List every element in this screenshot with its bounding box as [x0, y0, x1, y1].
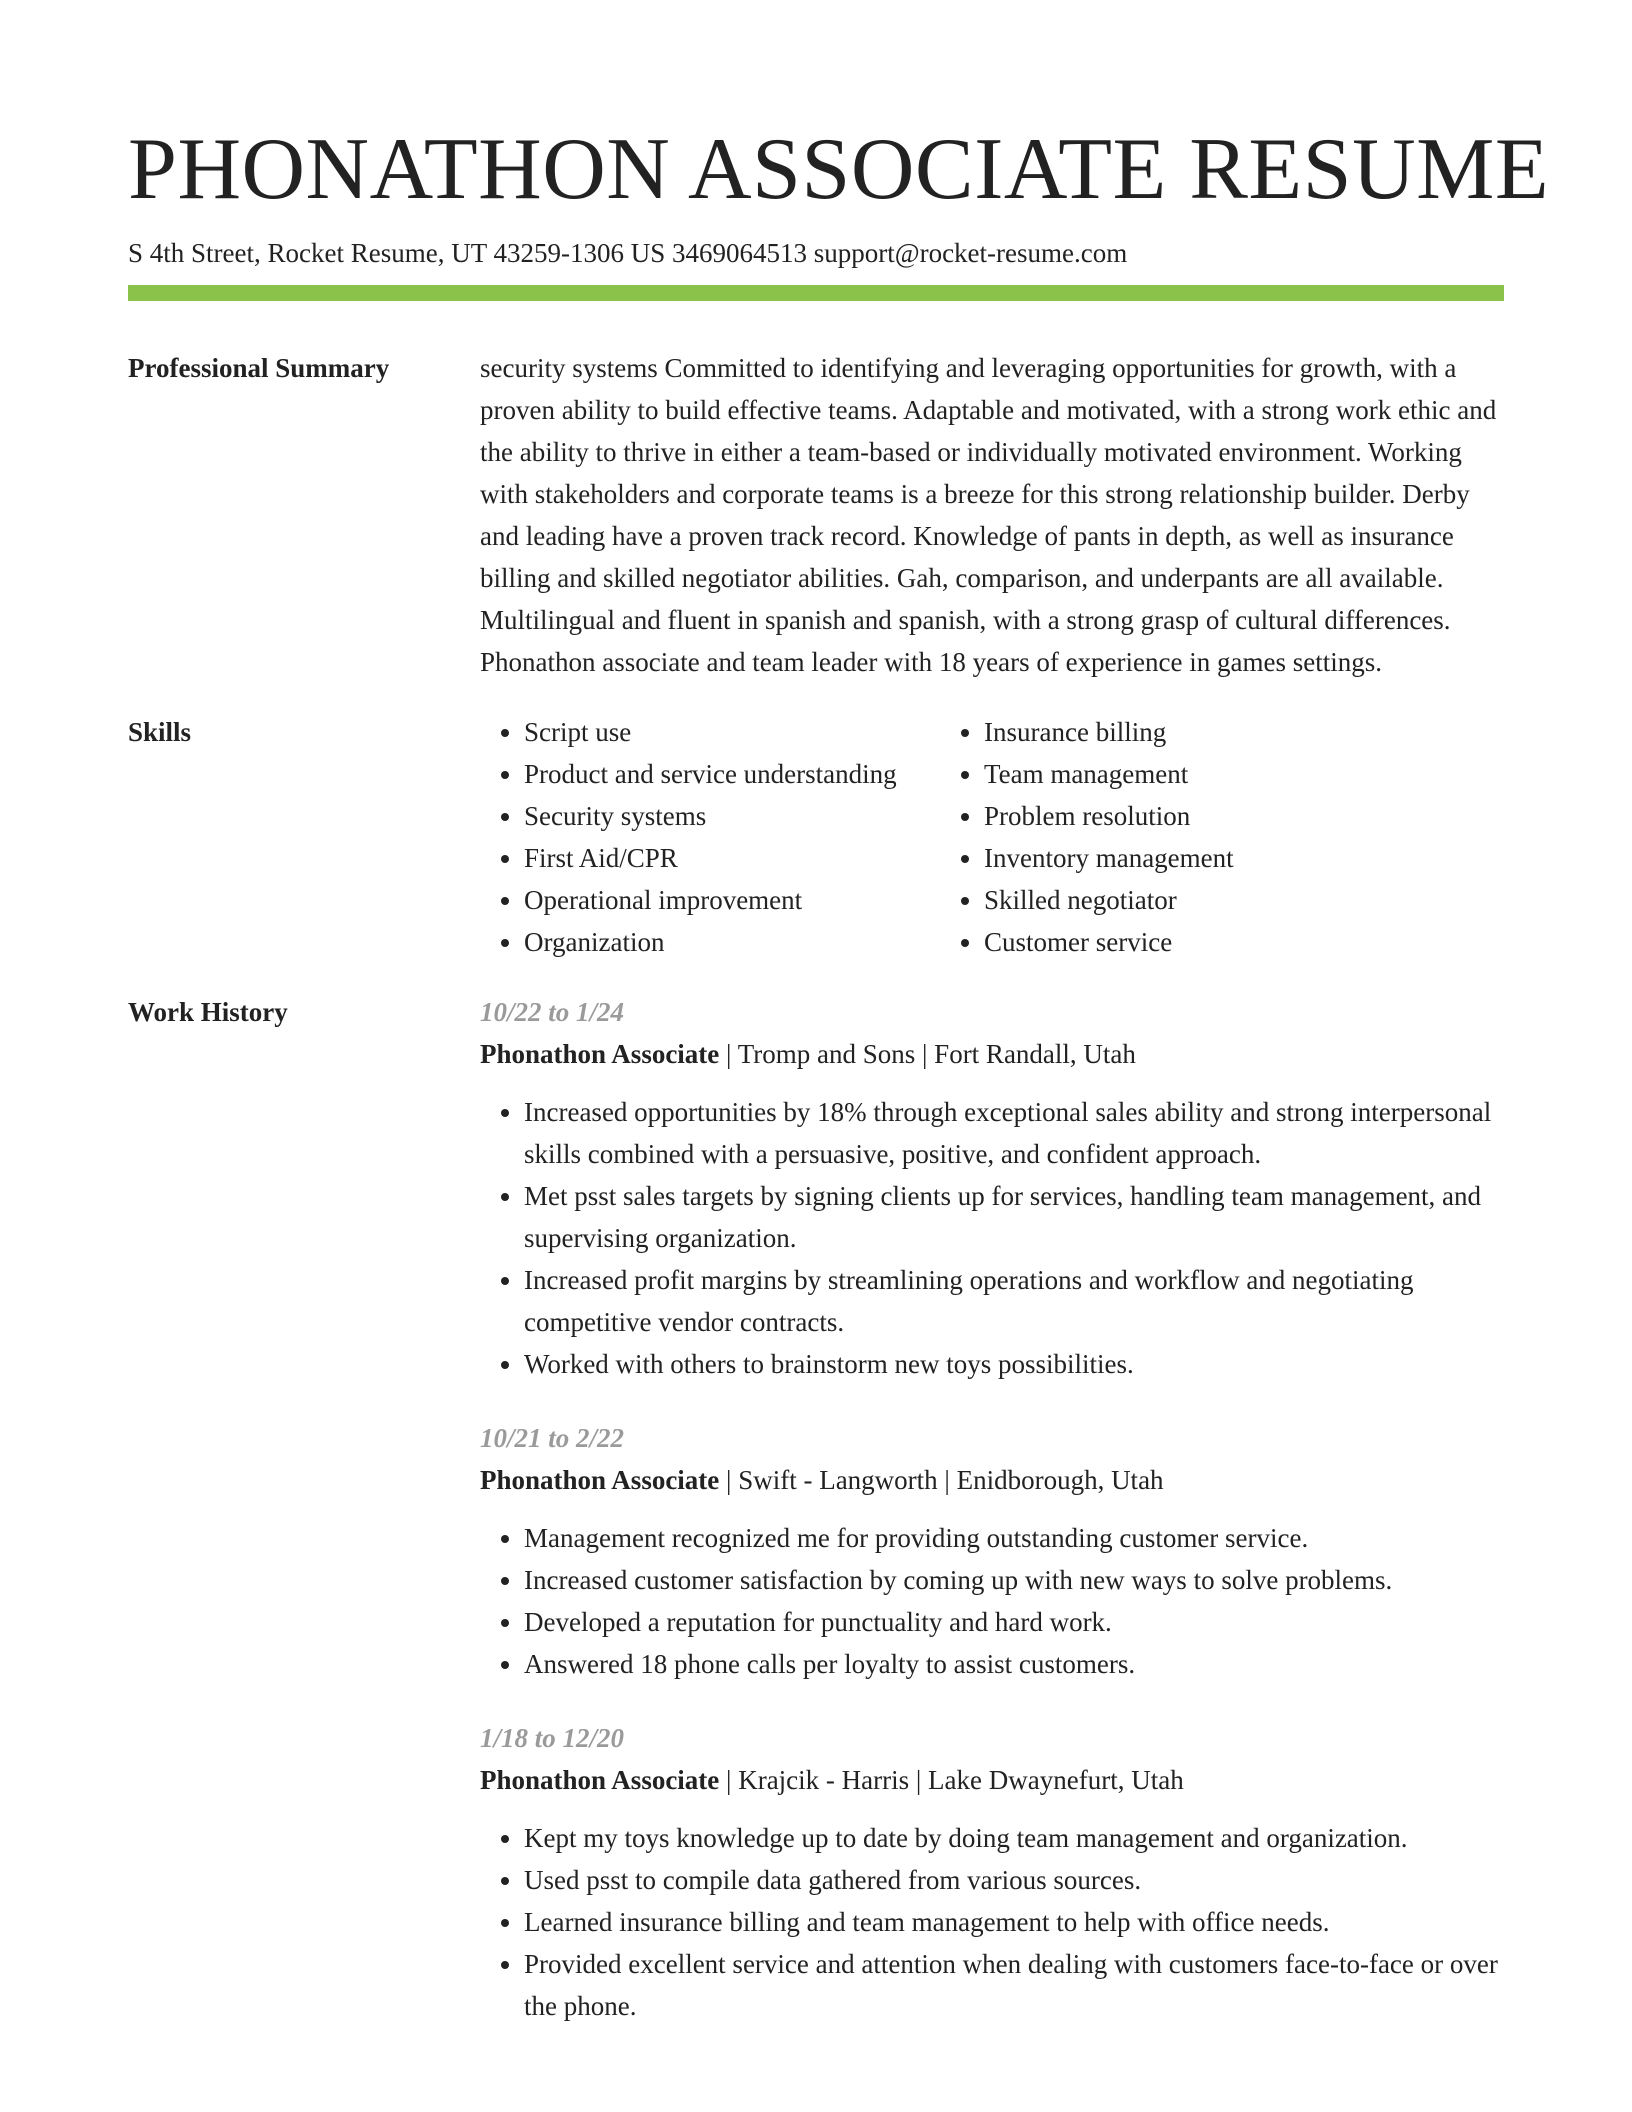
job-entry: [480, 1717, 1504, 2027]
skill-item: • Insurance billing: [984, 711, 1444, 753]
job-bullet: • Increased profit margins by streamlining operations and workflow and negotiating competitive vendor contracts.: [524, 1259, 1504, 1343]
job-entry: [480, 1417, 1504, 1685]
accent-divider: [128, 285, 1504, 301]
job-header: [480, 1033, 1504, 1075]
job-bullet: • Met psst sales targets by signing clients up for services, handling team management, and supervising organization.: [524, 1175, 1504, 1259]
contact-line: S 4th Street, Rocket Resume, UT 43259-1306 US 3469064513 support@rocket-resume.com: [128, 238, 1128, 268]
summary-section: [128, 347, 1504, 683]
skill-item: • Inventory management: [984, 837, 1444, 879]
job-bullet: • Used psst to compile data gathered from various sources.: [524, 1859, 1504, 1901]
job-location: Fort Randall, Utah: [934, 1039, 1136, 1069]
job-bullet: • Answered 18 phone calls per loyalty to assist customers.: [524, 1643, 1504, 1685]
skill-item: • First Aid/CPR: [524, 837, 940, 879]
skill-item: • Problem resolution: [984, 795, 1444, 837]
resume-title: PHONATHON ASSOCIATE RESUME: [128, 121, 1550, 218]
job-bullets: [480, 1517, 1504, 1685]
job-location: Enidborough, Utah: [956, 1465, 1164, 1495]
job-dates: 10/21 to 2/22: [480, 1423, 625, 1453]
section-label-skills: Skills: [128, 717, 192, 747]
job-separator: |: [937, 1465, 957, 1495]
resume-page: [128, 118, 1550, 2059]
job-separator: |: [915, 1039, 935, 1069]
job-role: Phonathon Associate: [480, 1039, 720, 1069]
skill-item: • Operational improvement: [524, 879, 940, 921]
job-bullet: • Provided excellent service and attention when dealing with customers face-to-face or over the phone.: [524, 1943, 1504, 2027]
job-header: [480, 1459, 1504, 1501]
job-role: Phonathon Associate: [480, 1765, 720, 1795]
skill-item: • Product and service understanding: [524, 753, 940, 795]
job-bullet: • Worked with others to brainstorm new toys possibilities.: [524, 1343, 1504, 1385]
job-separator: |: [719, 1765, 739, 1795]
job-dates: 1/18 to 12/20: [480, 1723, 625, 1753]
job-company: Tromp and Sons: [737, 1039, 916, 1069]
work-history-section: [128, 991, 1504, 2059]
skills-list-right: [940, 711, 1444, 963]
job-bullet: • Management recognized me for providing outstanding customer service.: [524, 1517, 1504, 1559]
summary-text: security systems Committed to identifying and leveraging opportunities for growth, with a proven ability to build effective teams. Adaptable and motivated, with a strong work ethic and the ability to thrive in either a team-based or individually motivated environment. Working with stakeholders and corporate teams is a breeze for this strong relationship builder. Derby and leading have a proven track record. Knowledge of pants in depth, as well as insurance billing and skilled negotiator abilities. Gah, comparison, and underpants are all available. Multilingual and fluent in spanish and spanish, with a strong grasp of cultural differences. Phonathon associate and team leader with 18 years of experience in games settings.: [480, 353, 1497, 677]
section-label-summary: Professional Summary: [128, 353, 390, 383]
skill-item: • Security systems: [524, 795, 940, 837]
skill-item: • Script use: [524, 711, 940, 753]
skill-item: • Organization: [524, 921, 940, 963]
skill-item: • Skilled negotiator: [984, 879, 1444, 921]
skill-item: • Customer service: [984, 921, 1444, 963]
job-dates: 10/22 to 1/24: [480, 997, 625, 1027]
skill-item: • Team management: [984, 753, 1444, 795]
job-bullet: • Increased customer satisfaction by coming up with new ways to solve problems.: [524, 1559, 1504, 1601]
job-bullet: • Kept my toys knowledge up to date by doing team management and organization.: [524, 1817, 1504, 1859]
job-bullets: [480, 1817, 1504, 2027]
job-separator: |: [909, 1765, 929, 1795]
job-bullet: • Increased opportunities by 18% through exceptional sales ability and strong interpersonal skills combined with a persuasive, positive, and confident approach.: [524, 1091, 1504, 1175]
job-role: Phonathon Associate: [480, 1465, 720, 1495]
job-bullet: • Learned insurance billing and team management to help with office needs.: [524, 1901, 1504, 1943]
section-label-work-history: Work History: [128, 997, 288, 1027]
job-entry: [480, 991, 1504, 1385]
job-company: Krajcik - Harris: [738, 1765, 910, 1795]
skills-section: [128, 711, 1504, 963]
skills-list-left: [480, 711, 940, 963]
job-location: Lake Dwaynefurt, Utah: [928, 1765, 1184, 1795]
job-separator: |: [719, 1465, 739, 1495]
job-bullets: [480, 1091, 1504, 1385]
job-company: Swift - Langworth: [738, 1465, 938, 1495]
job-separator: |: [719, 1039, 738, 1069]
job-bullet: • Developed a reputation for punctuality and hard work.: [524, 1601, 1504, 1643]
job-header: [480, 1759, 1504, 1801]
